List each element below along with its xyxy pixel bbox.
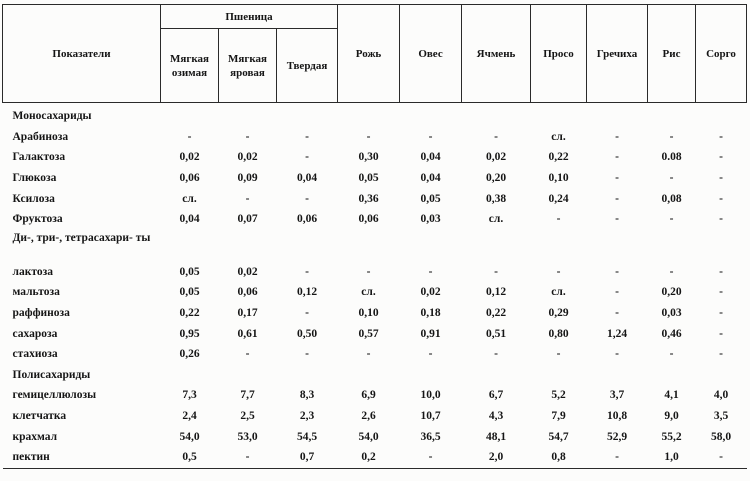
empty-cell [277, 230, 338, 262]
empty-cell [587, 230, 648, 262]
table-cell: - [245, 130, 250, 143]
table-cell: - [428, 348, 433, 361]
table-cell: 53,0 [237, 430, 258, 443]
table-cell: 0,38 [485, 192, 507, 205]
empty-cell [462, 103, 531, 127]
table-cell: 0,02 [179, 151, 200, 164]
table-cell: 0,18 [420, 307, 441, 320]
table-cell: 0,05 [179, 265, 200, 278]
table-cell: 0,04 [420, 172, 441, 185]
table-cell: 0,04 [179, 213, 200, 226]
table-cell: 0,5 [161, 447, 219, 468]
table-row [3, 323, 747, 344]
table-cell: 55,2 [661, 430, 682, 443]
table-row [3, 147, 747, 168]
table-cell: 4,1 [664, 389, 679, 402]
row-label: Глюкоза [12, 172, 57, 185]
table-cell: 0,26 [179, 348, 200, 361]
row-label: Арабиноза [12, 130, 69, 143]
empty-cell [219, 230, 277, 262]
table-cell: - [719, 213, 723, 226]
row-label: стахиоза [12, 348, 58, 361]
table-cell: - [305, 192, 309, 205]
section-label: Моносахариды [12, 110, 92, 123]
table-cell: - [366, 348, 371, 361]
empty-cell [400, 103, 462, 127]
empty-cell [587, 103, 648, 127]
table-cell: 0,05 [420, 192, 441, 205]
table-body [3, 103, 747, 469]
table-cell: - [615, 151, 619, 164]
table-cell: 10,8 [606, 410, 628, 423]
table-cell: 0,22 [179, 307, 200, 320]
table-cell: 54,5 [296, 430, 318, 443]
table-cell: - [615, 213, 619, 226]
table-cell: 0,24 [548, 192, 569, 205]
table-row [3, 282, 747, 303]
table-cell: 0,95 [179, 327, 200, 340]
header-oats: Овес [400, 5, 462, 103]
table-cell: 52,9 [606, 430, 628, 443]
empty-cell [462, 230, 531, 262]
table-cell: 10,7 [420, 410, 441, 423]
section-label: Ди-, три-, тетрасахари- ты [12, 231, 151, 244]
table-cell: - [615, 192, 619, 205]
table-cell: 0,36 [358, 192, 379, 205]
table-cell: 0,51 [485, 327, 507, 340]
table-cell: 0,22 [548, 151, 569, 164]
table-cell: 6,7 [488, 389, 504, 402]
table-cell: 36,5 [420, 430, 441, 443]
row-label: Ксилоза [12, 192, 55, 205]
table-cell: 5,2 [551, 389, 566, 402]
table-cell: 0,91 [420, 327, 441, 340]
table-cell: 0,8 [531, 447, 587, 468]
row-label: сахароза [12, 327, 58, 340]
section-label: Полисахариды [12, 368, 91, 381]
empty-cell [531, 230, 587, 262]
table-cell: сл. [182, 192, 197, 205]
table-cell: 2,0 [462, 447, 531, 468]
table-cell: 0,7 [277, 447, 338, 468]
table-cell: 7,9 [551, 410, 566, 423]
empty-cell [161, 230, 219, 262]
table-cell: - [719, 130, 723, 143]
empty-cell [219, 103, 277, 127]
empty-cell [338, 365, 400, 386]
table-cell: 0,22 [485, 307, 507, 320]
table-cell: - [305, 265, 309, 278]
table-cell: 48,1 [485, 430, 507, 443]
empty-cell [648, 365, 696, 386]
table-cell: - [494, 348, 498, 361]
table-cell: 7,3 [182, 389, 197, 402]
row-label: раффиноза [12, 307, 70, 320]
header-rice: Рис [648, 5, 696, 103]
table-row [3, 385, 747, 406]
table-cell: 0,57 [358, 327, 379, 340]
table-row [3, 262, 747, 283]
row-label: мальтоза [12, 286, 60, 299]
table-cell: 0,2 [338, 447, 400, 468]
table-cell: - [305, 130, 309, 143]
table-cell: 0,06 [179, 172, 200, 185]
empty-cell [696, 365, 747, 386]
table-cell: 4,3 [488, 410, 504, 423]
table-cell: - [494, 130, 498, 143]
table-cell: 58,0 [710, 430, 732, 443]
row-label: лактоза [12, 265, 53, 278]
table-cell: 0,80 [548, 327, 569, 340]
table-row [3, 426, 747, 447]
header-barley: Ячмень [462, 5, 531, 103]
header-soft-spring-wheat: Мягкая яровая [219, 29, 277, 103]
empty-cell [531, 365, 587, 386]
table-cell: - [245, 348, 250, 361]
table-cell: 0,06 [237, 286, 258, 299]
table-row [3, 188, 747, 209]
table-cell: - [219, 447, 277, 468]
table-row [3, 209, 747, 230]
empty-cell [648, 230, 696, 262]
empty-cell [696, 103, 747, 127]
table-cell: сл. [361, 286, 376, 299]
table-cell: 0,46 [661, 327, 682, 340]
row-label: гемицеллюлозы [12, 389, 97, 402]
empty-cell [531, 103, 587, 127]
row-label: крахмал [12, 430, 58, 443]
row-label: Фруктоза [12, 213, 63, 226]
table-cell: 0,02 [237, 151, 258, 164]
table-cell: 0,03 [420, 213, 441, 226]
table-cell: 2,3 [299, 410, 315, 423]
table-cell: 3,7 [609, 389, 625, 402]
table-cell: 0,09 [237, 172, 258, 185]
header-rye: Рожь [338, 5, 400, 103]
table-cell: 0,10 [548, 172, 569, 185]
table-cell: 0,04 [296, 172, 318, 185]
table-cell: 54,7 [548, 430, 569, 443]
section-row [3, 365, 747, 386]
empty-cell [400, 230, 462, 262]
header-durum-wheat: Твердая [277, 29, 338, 103]
table-cell: 0,61 [237, 327, 258, 340]
table-cell: 54,0 [358, 430, 379, 443]
table-cell: 0,10 [358, 307, 379, 320]
table-cell: - [428, 265, 433, 278]
header-buckwheat: Гречиха [587, 5, 648, 103]
table-cell: 0,05 [179, 286, 200, 299]
empty-cell [648, 103, 696, 127]
table-cell: - [400, 447, 462, 468]
table-row [3, 406, 747, 427]
table-cell: сл. [488, 213, 504, 226]
section-row [3, 230, 747, 262]
header-millet: Просо [531, 5, 587, 103]
table-cell: - [669, 130, 674, 143]
empty-cell [462, 365, 531, 386]
table-cell: - [719, 172, 723, 185]
table-cell: - [615, 130, 619, 143]
table-cell: 1,24 [606, 327, 628, 340]
row-label: пектин [3, 447, 161, 468]
table-cell: - [719, 307, 723, 320]
table-header [3, 5, 747, 103]
table-cell: - [719, 286, 723, 299]
table-row [3, 168, 747, 189]
table-cell: - [696, 447, 747, 468]
empty-cell [277, 103, 338, 127]
table-cell: 54,0 [179, 430, 200, 443]
empty-cell [219, 365, 277, 386]
table-cell: сл. [551, 286, 566, 299]
table-cell: - [556, 265, 561, 278]
table-cell: 0,12 [485, 286, 507, 299]
table-cell: 9,0 [664, 410, 679, 423]
table-cell: - [719, 192, 723, 205]
table-cell: 4,0 [713, 389, 729, 402]
table-cell: - [669, 213, 674, 226]
table-cell: - [669, 265, 674, 278]
table-cell: - [305, 151, 309, 164]
table-cell: - [187, 130, 192, 143]
empty-cell [587, 365, 648, 386]
table-cell: 7,7 [240, 389, 255, 402]
table-cell: 0,20 [661, 286, 682, 299]
table-cell: - [366, 130, 371, 143]
table-cell: - [719, 151, 723, 164]
table-cell: сл. [551, 130, 566, 143]
table-row [3, 344, 747, 365]
table-row [3, 127, 747, 148]
carbohydrate-table [2, 4, 747, 469]
section-row [3, 103, 747, 127]
table-row [3, 303, 747, 324]
row-label: Галактоза [12, 151, 66, 164]
table-cell: 10,0 [420, 389, 441, 402]
empty-cell [161, 365, 219, 386]
table-cell: 0,06 [358, 213, 379, 226]
table-cell: 2,4 [182, 410, 197, 423]
table-cell: 0,02 [485, 151, 507, 164]
table-cell: 0,30 [358, 151, 379, 164]
table-cell: - [669, 172, 674, 185]
header-soft-winter-wheat: Мягкая озимая [161, 29, 219, 103]
table-cell: 0,02 [420, 286, 441, 299]
empty-cell [696, 230, 747, 262]
table-cell: - [615, 265, 619, 278]
table-cell: - [366, 265, 371, 278]
empty-cell [277, 365, 338, 386]
table-cell: 0,08 [661, 192, 682, 205]
table-cell: - [615, 348, 619, 361]
table-cell: - [719, 327, 723, 340]
table-cell: - [556, 348, 561, 361]
table-cell: 0,06 [296, 213, 318, 226]
table-cell: 2,6 [361, 410, 376, 423]
table-cell: 0.08 [661, 151, 682, 164]
table-cell: 6,9 [361, 389, 376, 402]
table-cell: 0,07 [237, 213, 258, 226]
table-cell: - [615, 172, 619, 185]
table-cell: 0,12 [296, 286, 318, 299]
empty-cell [338, 230, 400, 262]
table-cell: 3,5 [713, 410, 729, 423]
table-cell: - [615, 307, 619, 320]
table-cell: - [719, 265, 723, 278]
table-cell: 0,17 [237, 307, 258, 320]
table-cell: - [428, 130, 433, 143]
table-cell: 1,0 [648, 447, 696, 468]
header-sorghum: Сорго [696, 5, 747, 103]
table-cell: - [719, 348, 723, 361]
table-cell: - [587, 447, 648, 468]
table-cell: - [615, 286, 619, 299]
table-cell: - [305, 348, 309, 361]
table-cell: - [669, 348, 674, 361]
table-row [3, 447, 747, 468]
header-indicators: Показатели [3, 5, 161, 103]
table-cell: - [494, 265, 498, 278]
table-cell: - [556, 213, 561, 226]
table-cell: 0,20 [485, 172, 507, 185]
table-cell: - [305, 307, 309, 320]
table-cell: 0,03 [661, 307, 682, 320]
table-cell: 0,50 [296, 327, 318, 340]
table-cell: - [245, 192, 250, 205]
empty-cell [161, 103, 219, 127]
table-cell: 0,04 [420, 151, 441, 164]
row-label: клетчатка [12, 410, 67, 423]
empty-cell [338, 103, 400, 127]
empty-cell [400, 365, 462, 386]
table-cell: 0,02 [237, 265, 258, 278]
table-cell: 8,3 [299, 389, 315, 402]
table-cell: 2,5 [240, 410, 255, 423]
header-wheat-group: Пшеница [161, 5, 338, 29]
table-cell: 0,05 [358, 172, 379, 185]
table-cell: 0,29 [548, 307, 569, 320]
